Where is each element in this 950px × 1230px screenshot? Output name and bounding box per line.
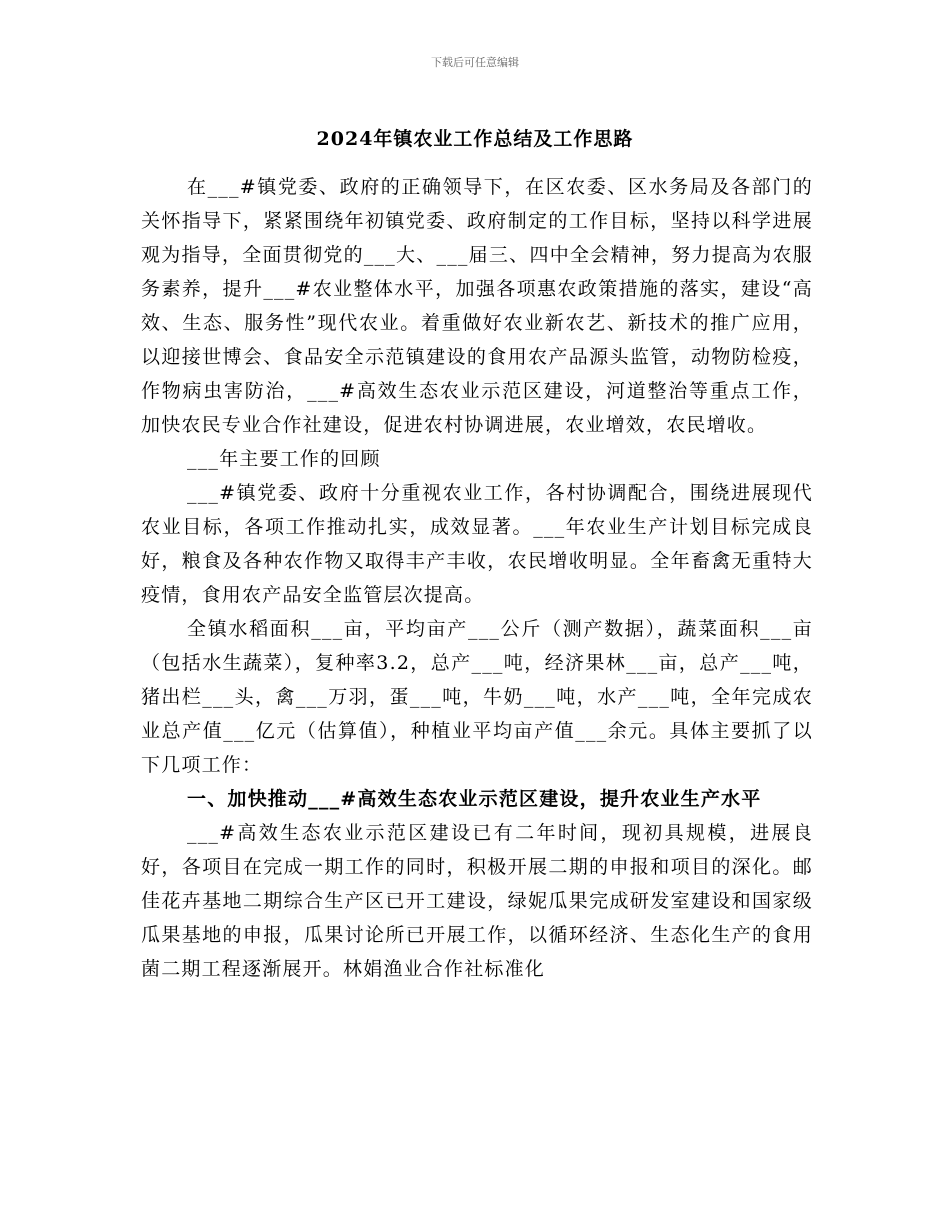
header-note: 下载后可任意编辑	[431, 56, 519, 69]
paragraph-intro: 在___#镇党委、政府的正确领导下，在区农委、区水务局及各部门的关怀指导下，紧紧围绕年初镇党委、政府制定的工作目标，坚持以科学进展观为指导，全面贯彻党的___大、___届三、四中全会精神，努力提高为农服务素养，提升___#农业整体水平，加强各项惠农政策措施的落实，建设“高效、生态、服务性”现代农业。着重做好农业新农艺、新技术的推广应用，以迎接世博会、食品安全示范镇建设的食用农产品源头监管，动物防检疫，作物病虫害防治，___#高效生态农业示范区建设，河道整治等重点工作，加快农民专业合作社建设，促进农村协调进展，农业增效，农民增收。	[141, 176, 813, 436]
document-title: 2024年镇农业工作总结及工作思路	[316, 128, 634, 150]
paragraph-review-heading: ___年主要工作的回顾	[187, 448, 381, 470]
paragraph-overview: ___#镇党委、政府十分重视农业工作，各村协调配合，围绕进展现代农业目标，各项工作推动扎实，成效显著。___年农业生产计划目标完成良好，粮食及各种农作物又取得丰产丰收，农民增收明显。全年畜禽无重特大疫情，食用农产品安全监管层次提高。	[141, 482, 813, 606]
section-heading-1: 一、加快推动___#高效生态农业示范区建设，提升农业生产水平	[187, 788, 762, 810]
paragraph-statistics: 全镇水稻面积___亩，平均亩产___公斤（测产数据），蔬菜面积___亩（包括水生蔬菜），复种率3.2，总产___吨，经济果林___亩，总产___吨，猪出栏___头，禽___万羽，蛋___吨，牛奶___吨，水产___吨，全年完成农业总产值___亿元（估算值），种植业平均亩产值___余元。具体主要抓了以下几项工作：	[141, 618, 813, 776]
paragraph-demo-zone: ___#高效生态农业示范区建设已有二年时间，现初具规模，进展良好，各项目在完成一期工作的同时，积极开展二期的申报和项目的深化。邮佳花卉基地二期综合生产区已开工建设，绿妮瓜果完成研发室建设和国家级瓜果基地的申报，瓜果讨论所已开展工作，以循环经济、生态化生产的食用菌二期工程逐渐展开。林娟渔业合作社标准化	[141, 822, 813, 980]
document-body	[141, 170, 813, 986]
